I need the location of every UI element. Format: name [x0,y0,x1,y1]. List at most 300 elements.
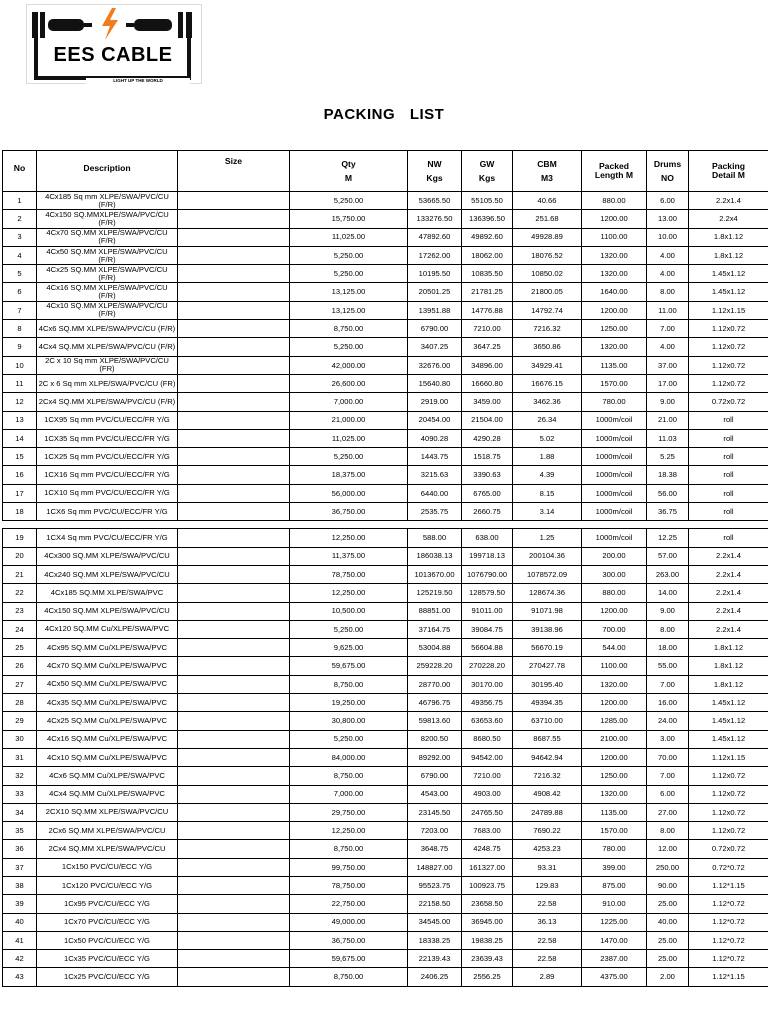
cell-no: 37 [3,858,37,876]
brand-tagline: LIGHT UP THE WORLD [86,78,190,84]
cell-size [178,338,290,356]
cell-drums: 8.00 [647,822,689,840]
cell-nw: 47892.60 [408,228,462,246]
cell-drums: 7.00 [647,675,689,693]
col-no: No [3,151,37,192]
cell-no: 33 [3,785,37,803]
cell-cbm: 34929.41 [513,356,582,374]
cell-no: 5 [3,265,37,283]
gap-cell [689,521,768,529]
cell-nw: 588.00 [408,529,462,547]
cell-gw: 161327.00 [462,858,513,876]
cell-packed-length: 1470.00 [582,931,647,949]
table-row [3,565,768,583]
cell-packing-detail: 1.12*1.15 [689,876,768,894]
cell-description: 4Cx16 SQ.MM XLPE/SWA/PVC/CU (F/R) [37,283,178,301]
cell-drums: 263.00 [647,565,689,583]
cell-gw: 39084.75 [462,620,513,638]
cell-gw: 94542.00 [462,748,513,766]
cell-drums: 37.00 [647,356,689,374]
cell-cbm: 4253.23 [513,840,582,858]
cell-size [178,602,290,620]
table-row [3,192,768,210]
cell-no: 22 [3,584,37,602]
cell-description: 2Cx4 SQ.MM XLPE/SWA/PVC/CU [37,840,178,858]
cell-no: 7 [3,301,37,319]
cell-cbm: 5.02 [513,429,582,447]
cell-qty: 5,250.00 [290,730,408,748]
cell-size [178,620,290,638]
cell-packing-detail: 1.8x1.12 [689,246,768,264]
cell-qty: 36,750.00 [290,503,408,521]
cell-gw: 270228.20 [462,657,513,675]
cell-packing-detail: 2.2x1.4 [689,602,768,620]
cell-packing-detail: 1.45x1.12 [689,265,768,283]
table-row [3,448,768,466]
cell-no: 16 [3,466,37,484]
cell-nw: 1013670.00 [408,565,462,583]
cell-qty: 59,675.00 [290,950,408,968]
cell-packed-length: 1570.00 [582,374,647,392]
cell-qty: 29,750.00 [290,803,408,821]
gap-cell [513,521,582,529]
cell-size [178,356,290,374]
table-row [3,931,768,949]
cell-nw: 46796.75 [408,694,462,712]
cell-cbm: 8.15 [513,484,582,502]
cell-no: 39 [3,895,37,913]
cell-nw: 20454.00 [408,411,462,429]
table-row [3,484,768,502]
cell-drums: 7.00 [647,767,689,785]
cell-no: 17 [3,484,37,502]
cell-description: 1Cx50 PVC/CU/ECC Y/G [37,931,178,949]
cell-no: 35 [3,822,37,840]
cell-description: 2Cx6 SQ.MM XLPE/SWA/PVC/CU [37,822,178,840]
cell-size [178,730,290,748]
cell-gw: 36945.00 [462,913,513,931]
cell-gw: 55105.50 [462,192,513,210]
cell-cbm: 2.89 [513,968,582,986]
cell-no: 6 [3,283,37,301]
cell-drums: 18.38 [647,466,689,484]
cell-qty: 12,250.00 [290,584,408,602]
cell-packed-length: 1200.00 [582,602,647,620]
cell-qty: 8,750.00 [290,767,408,785]
cell-gw: 6765.00 [462,484,513,502]
cell-gw: 7210.00 [462,767,513,785]
cell-description: 4Cx70 SQ.MM XLPE/SWA/PVC/CU (F/R) [37,228,178,246]
cell-nw: 125219.50 [408,584,462,602]
table-row [3,210,768,228]
cell-gw: 14776.88 [462,301,513,319]
cell-packed-length: 2387.00 [582,950,647,968]
cell-cbm: 3462.36 [513,393,582,411]
cell-description: 4Cx185 SQ.MM XLPE/SWA/PVC [37,584,178,602]
lightning-icon [102,8,118,40]
col-packed-length: Packed Length M [582,151,647,192]
cell-packing-detail: 2.2x4 [689,210,768,228]
cell-description: 4Cx300 SQ.MM XLPE/SWA/PVC/CU [37,547,178,565]
cell-gw: 21781.25 [462,283,513,301]
table-row [3,338,768,356]
cell-packing-detail: 0.72x0.72 [689,840,768,858]
cell-drums: 17.00 [647,374,689,392]
cell-no: 19 [3,529,37,547]
cell-size [178,876,290,894]
cell-nw: 3215.63 [408,466,462,484]
cell-no: 1 [3,192,37,210]
cell-no: 14 [3,429,37,447]
cell-packing-detail: 2.2x1.4 [689,620,768,638]
cell-qty: 19,250.00 [290,694,408,712]
cell-packing-detail: 1.12*1.15 [689,968,768,986]
cell-packing-detail: 1.8x1.12 [689,639,768,657]
cell-description: 1Cx25 PVC/CU/ECC Y/G [37,968,178,986]
cell-no: 41 [3,931,37,949]
cell-packed-length: 1250.00 [582,320,647,338]
cell-size [178,712,290,730]
cell-drums: 3.00 [647,730,689,748]
cell-cbm: 14792.74 [513,301,582,319]
cell-qty: 12,250.00 [290,822,408,840]
cell-gw: 3390.63 [462,466,513,484]
table-header-row [3,151,768,192]
cell-size [178,283,290,301]
cell-packing-detail: roll [689,411,768,429]
cell-packed-length: 544.00 [582,639,647,657]
table-row [3,393,768,411]
cell-gw: 100923.75 [462,876,513,894]
cell-nw: 3407.25 [408,338,462,356]
cell-qty: 5,250.00 [290,246,408,264]
cell-no: 11 [3,374,37,392]
cell-packing-detail: 1.12x0.72 [689,785,768,803]
cell-nw: 15640.80 [408,374,462,392]
cell-no: 36 [3,840,37,858]
cell-packed-length: 875.00 [582,876,647,894]
cell-drums: 21.00 [647,411,689,429]
cell-packing-detail: roll [689,466,768,484]
cell-packing-detail: 1.45x1.12 [689,730,768,748]
cell-qty: 18,375.00 [290,466,408,484]
cell-qty: 21,000.00 [290,411,408,429]
cell-description: 1Cx35 PVC/CU/ECC Y/G [37,950,178,968]
cell-packing-detail: 2.2x1.4 [689,565,768,583]
cell-gw: 2660.75 [462,503,513,521]
cell-cbm: 49394.35 [513,694,582,712]
cell-nw: 1443.75 [408,448,462,466]
cell-size [178,694,290,712]
cell-drums: 8.00 [647,283,689,301]
cell-description: 4Cx10 SQ.MM Cu/XLPE/SWA/PVC [37,748,178,766]
cell-description: 4Cx185 Sq mm XLPE/SWA/PVC/CU (F/R) [37,192,178,210]
cell-gw: 1518.75 [462,448,513,466]
cell-qty: 13,125.00 [290,301,408,319]
cell-qty: 12,250.00 [290,529,408,547]
cell-gw: 49892.60 [462,228,513,246]
cell-qty: 5,250.00 [290,192,408,210]
cell-description: 2CX10 SQ.MM XLPE/SWA/PVC/CU [37,803,178,821]
cell-cbm: 40.66 [513,192,582,210]
cell-qty: 59,675.00 [290,657,408,675]
cell-nw: 17262.00 [408,246,462,264]
table-row [3,876,768,894]
cell-qty: 11,025.00 [290,228,408,246]
cell-size [178,584,290,602]
cell-packed-length: 1000m/coil [582,503,647,521]
cell-packed-length: 1000m/coil [582,529,647,547]
table-row [3,968,768,986]
cell-no: 2 [3,210,37,228]
cell-cbm: 8687.55 [513,730,582,748]
cell-no: 15 [3,448,37,466]
cell-no: 38 [3,876,37,894]
table-row [3,767,768,785]
table-row [3,748,768,766]
cell-size [178,675,290,693]
cell-no: 20 [3,547,37,565]
cell-no: 32 [3,767,37,785]
cell-qty: 5,250.00 [290,448,408,466]
cell-packed-length: 780.00 [582,393,647,411]
cell-no: 30 [3,730,37,748]
cell-packing-detail: roll [689,429,768,447]
cell-cbm: 7216.32 [513,320,582,338]
cell-size [178,858,290,876]
gap-cell [37,521,178,529]
cell-description: 1CX16 Sq mm PVC/CU/ECC/FR Y/G [37,466,178,484]
cell-drums: 25.00 [647,950,689,968]
cell-drums: 8.00 [647,620,689,638]
cell-size [178,968,290,986]
cell-cbm: 200104.36 [513,547,582,565]
cell-nw: 22139.43 [408,950,462,968]
cell-drums: 9.00 [647,602,689,620]
cell-no: 12 [3,393,37,411]
table-row [3,584,768,602]
cell-gw: 128579.50 [462,584,513,602]
cell-drums: 11.03 [647,429,689,447]
cell-packing-detail: 1.8x1.12 [689,675,768,693]
cell-packing-detail: 1.12x0.72 [689,338,768,356]
cell-qty: 13,125.00 [290,283,408,301]
cell-no: 3 [3,228,37,246]
cell-size [178,448,290,466]
cell-qty: 11,375.00 [290,547,408,565]
cell-description: 4Cx25 SQ.MM XLPE/SWA/PVC/CU (F/R) [37,265,178,283]
cell-nw: 4543.00 [408,785,462,803]
cell-size [178,484,290,502]
cell-packed-length: 1200.00 [582,748,647,766]
table-row [3,694,768,712]
cell-packed-length: 1135.00 [582,803,647,821]
cell-description: 2Cx4 SQ.MM XLPE/SWA/PVC/CU (F/R) [37,393,178,411]
cell-gw: 199718.13 [462,547,513,565]
cell-qty: 30,800.00 [290,712,408,730]
cell-gw: 136396.50 [462,210,513,228]
cell-cbm: 10850.02 [513,265,582,283]
cell-no: 28 [3,694,37,712]
cell-size [178,374,290,392]
cell-no: 40 [3,913,37,931]
cell-cbm: 16676.15 [513,374,582,392]
cell-drums: 6.00 [647,785,689,803]
table-row [3,730,768,748]
cell-gw: 56604.88 [462,639,513,657]
cell-packing-detail: 1.45x1.12 [689,712,768,730]
cell-description: 4Cx150 SQ.MM XLPE/SWA/PVC/CU [37,602,178,620]
cell-description: 1CX10 Sq mm PVC/CU/ECC/FR Y/G [37,484,178,502]
cell-gw: 7683.00 [462,822,513,840]
cell-no: 26 [3,657,37,675]
cell-cbm: 1.88 [513,448,582,466]
cell-drums: 25.00 [647,931,689,949]
cell-no: 42 [3,950,37,968]
table-row [3,620,768,638]
cell-packed-length: 1135.00 [582,356,647,374]
cell-packed-length: 4375.00 [582,968,647,986]
cell-packed-length: 780.00 [582,840,647,858]
cell-qty: 7,000.00 [290,393,408,411]
cell-packed-length: 910.00 [582,895,647,913]
cell-no: 10 [3,356,37,374]
cell-drums: 9.00 [647,393,689,411]
cell-cbm: 63710.00 [513,712,582,730]
table-row [3,547,768,565]
cell-qty: 7,000.00 [290,785,408,803]
cell-qty: 99,750.00 [290,858,408,876]
cell-cbm: 36.13 [513,913,582,931]
cell-packing-detail: 1.12x0.72 [689,822,768,840]
col-drums: Drums NO [647,151,689,192]
cell-gw: 4903.00 [462,785,513,803]
cell-nw: 13951.88 [408,301,462,319]
cell-gw: 2556.25 [462,968,513,986]
cell-no: 24 [3,620,37,638]
cell-cbm: 94642.94 [513,748,582,766]
cell-nw: 133276.50 [408,210,462,228]
cell-size [178,192,290,210]
cell-gw: 3459.00 [462,393,513,411]
cell-description: 4Cx70 SQ.MM Cu/XLPE/SWA/PVC [37,657,178,675]
cell-size [178,748,290,766]
cell-nw: 23145.50 [408,803,462,821]
cell-gw: 3647.25 [462,338,513,356]
cell-cbm: 1078572.09 [513,565,582,583]
cell-gw: 30170.00 [462,675,513,693]
cell-no: 8 [3,320,37,338]
cell-description: 4Cx240 SQ.MM XLPE/SWA/PVC/CU [37,565,178,583]
cell-drums: 6.00 [647,192,689,210]
cell-size [178,931,290,949]
cell-packing-detail: 1.12x1.15 [689,301,768,319]
cell-nw: 186038.13 [408,547,462,565]
table-row [3,429,768,447]
cell-qty: 42,000.00 [290,356,408,374]
cell-packed-length: 700.00 [582,620,647,638]
cell-drums: 55.00 [647,657,689,675]
cell-nw: 32676.00 [408,356,462,374]
cell-packed-length: 1640.00 [582,283,647,301]
gap-cell [290,521,408,529]
cell-no: 27 [3,675,37,693]
cell-packing-detail: 1.12*0.72 [689,913,768,931]
cell-packed-length: 880.00 [582,192,647,210]
cell-qty: 84,000.00 [290,748,408,766]
cell-size [178,265,290,283]
cell-packed-length: 1320.00 [582,265,647,283]
table-row [3,356,768,374]
cell-gw: 91011.00 [462,602,513,620]
cell-nw: 6790.00 [408,767,462,785]
cell-drums: 4.00 [647,265,689,283]
cell-drums: 4.00 [647,246,689,264]
cell-packing-detail: 1.12x0.72 [689,320,768,338]
cell-cbm: 129.83 [513,876,582,894]
table-row [3,785,768,803]
cell-nw: 2406.25 [408,968,462,986]
cell-description: 4Cx4 SQ.MM XLPE/SWA/PVC/CU (F/R) [37,338,178,356]
cell-packing-detail: 1.12x0.72 [689,356,768,374]
packing-list-table [2,150,768,987]
cell-packed-length: 1200.00 [582,694,647,712]
cell-description: 2C x 10 Sq mm XLPE/SWA/PVC/CU (FR) [37,356,178,374]
cell-packing-detail: 1.12x1.15 [689,748,768,766]
cell-packing-detail: 1.45x1.12 [689,694,768,712]
cell-description: 1CX35 Sq mm PVC/CU/ECC/FR Y/G [37,429,178,447]
cell-packed-length: 1000m/coil [582,484,647,502]
gap-cell [462,521,513,529]
cell-cbm: 93.31 [513,858,582,876]
cell-description: 1CX6 Sq mm PVC/CU/ECC/FR Y/G [37,503,178,521]
cell-gw: 7210.00 [462,320,513,338]
cell-qty: 9,625.00 [290,639,408,657]
cell-packing-detail: 1.45x1.12 [689,283,768,301]
table-row [3,246,768,264]
cell-nw: 34545.00 [408,913,462,931]
cell-nw: 59813.60 [408,712,462,730]
cell-packed-length: 200.00 [582,547,647,565]
cell-size [178,429,290,447]
cell-gw: 49356.75 [462,694,513,712]
cell-nw: 22158.50 [408,895,462,913]
cell-description: 4Cx95 SQ.MM Cu/XLPE/SWA/PVC [37,639,178,657]
cell-gw: 16660.80 [462,374,513,392]
cell-size [178,767,290,785]
cell-no: 9 [3,338,37,356]
cell-packing-detail: roll [689,503,768,521]
cell-description: 4Cx150 SQ.MMXLPE/SWA/PVC/CU (F/R) [37,210,178,228]
cell-no: 31 [3,748,37,766]
cell-packing-detail: 1.12x0.72 [689,374,768,392]
cell-size [178,320,290,338]
cell-description: 2C x 6 Sq mm XLPE/SWA/PVC/CU (FR) [37,374,178,392]
cell-packing-detail: 1.12x0.72 [689,767,768,785]
cell-size [178,822,290,840]
cell-description: 4Cx16 SQ.MM Cu/XLPE/SWA/PVC [37,730,178,748]
cell-size [178,393,290,411]
table-row [3,712,768,730]
cell-drums: 18.00 [647,639,689,657]
col-nw: NW Kgs [408,151,462,192]
company-logo [26,4,200,84]
gap-cell [582,521,647,529]
cell-cbm: 128674.36 [513,584,582,602]
table-row [3,822,768,840]
cell-drums: 7.00 [647,320,689,338]
cell-packed-length: 1200.00 [582,301,647,319]
